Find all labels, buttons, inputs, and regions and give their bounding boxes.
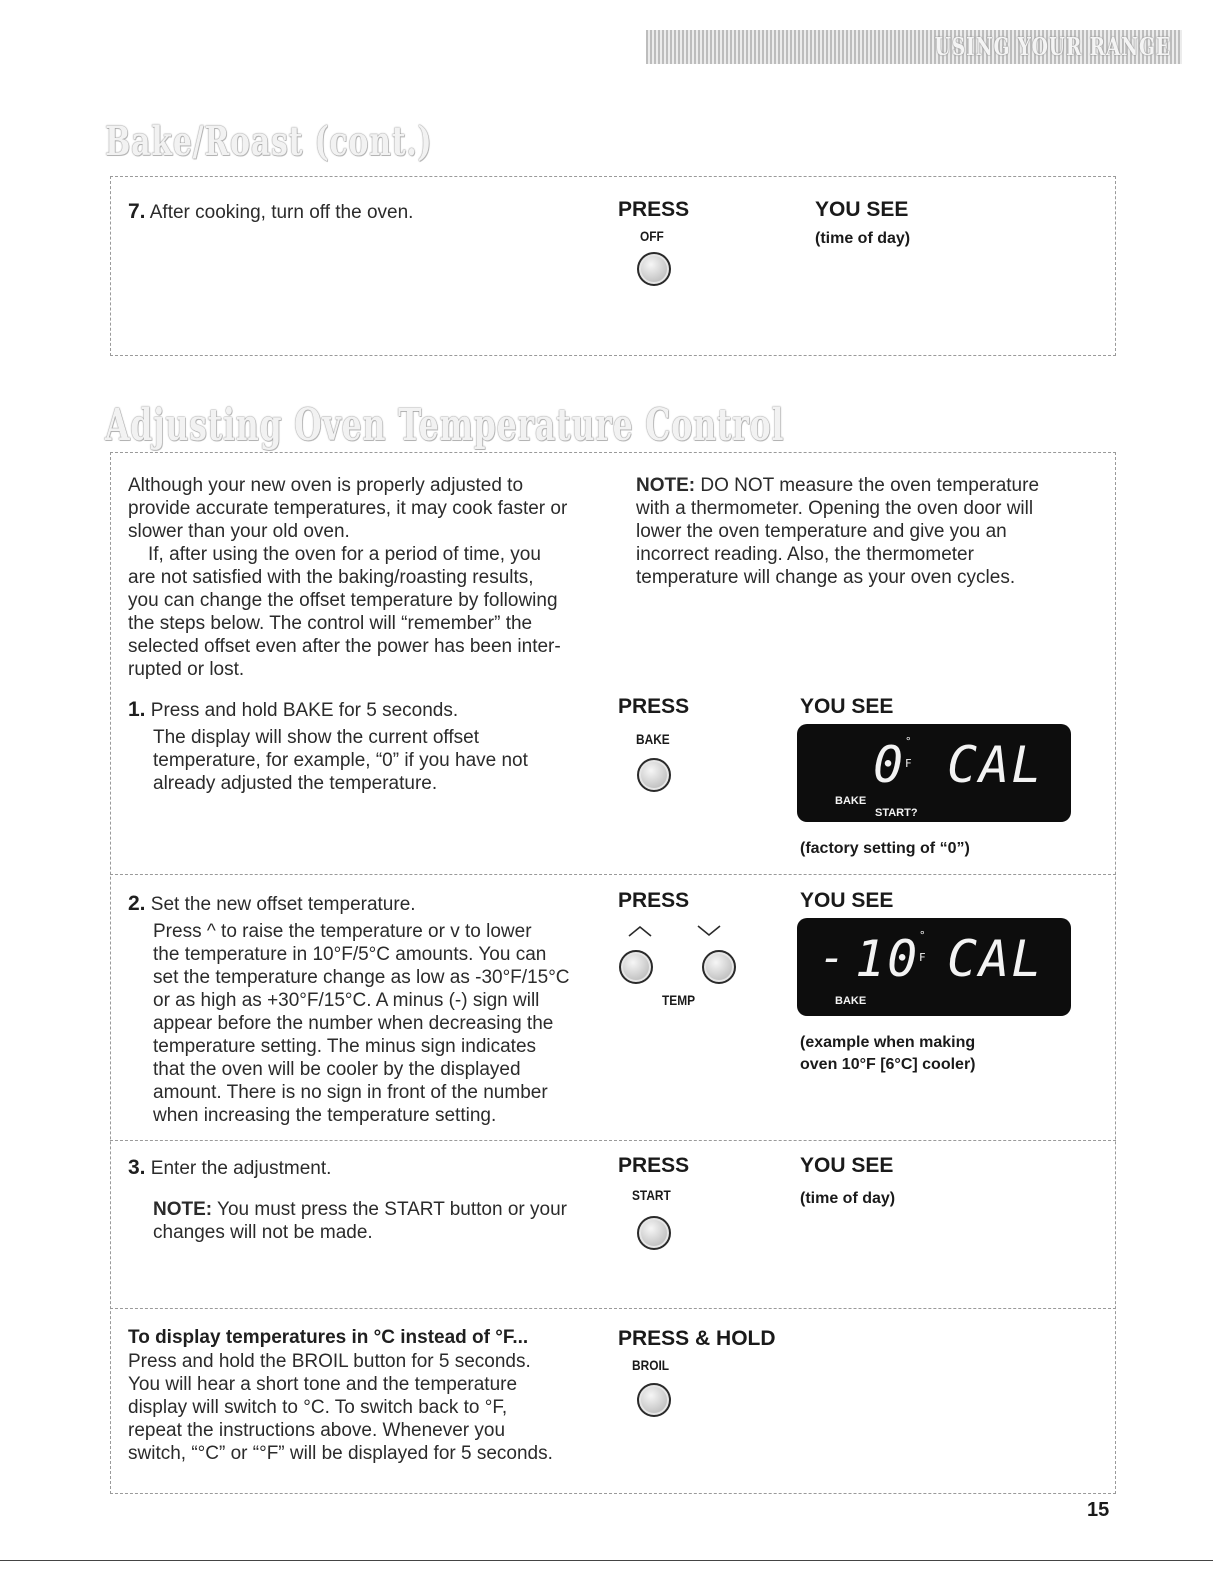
step1-title-row xyxy=(128,698,458,722)
example-caption: (example when making oven 10°F [6°C] cooler) xyxy=(800,1034,976,1073)
off-knob-icon xyxy=(637,252,671,286)
bottom-rule xyxy=(0,1560,1213,1561)
note-line: incorrect reading. Also, the thermometer xyxy=(636,544,974,565)
display-sign: - xyxy=(819,932,848,983)
step2-title-row xyxy=(128,892,416,916)
page-number: 15 xyxy=(1087,1499,1110,1521)
you-see-heading: YOU SEE xyxy=(815,198,909,221)
display-degree: ° xyxy=(919,929,926,942)
start-knob-icon xyxy=(637,1216,671,1250)
note-paragraph xyxy=(636,474,1086,589)
divider xyxy=(110,874,1116,875)
display-mode: CAL xyxy=(947,736,1044,794)
celsius-title: To display temperatures in °C instead of °F... xyxy=(128,1327,529,1348)
bake-knob-icon xyxy=(637,758,671,792)
step3-title: Enter the adjustment. xyxy=(150,1158,332,1179)
down-arrow-icon xyxy=(696,924,722,938)
you-see-heading: YOU SEE xyxy=(800,1154,894,1177)
down-knob-icon xyxy=(702,950,736,984)
step2-line: set the temperature change as low as -30°F/15°C xyxy=(153,967,570,988)
press-hold-heading: PRESS & HOLD xyxy=(618,1327,776,1350)
step-number: 1. xyxy=(128,698,146,721)
up-knob-icon xyxy=(619,950,653,984)
step1-line: already adjusted the temperature. xyxy=(153,773,438,794)
off-button-label: OFF xyxy=(640,228,664,244)
step1-line: The display will show the current offset xyxy=(153,727,479,748)
note-label: NOTE: xyxy=(636,475,696,496)
step2-description xyxy=(153,920,613,1127)
step1-line: temperature, for example, “0” if you have not xyxy=(153,750,528,771)
note-line: temperature will change as your oven cycles. xyxy=(636,567,1016,588)
step3-note: NOTE: You must press the START button or your changes will not be made. xyxy=(153,1199,567,1243)
press-heading: PRESS xyxy=(618,198,690,221)
display-start-label: START? xyxy=(875,807,918,819)
bake-button-label: BAKE xyxy=(636,731,670,747)
intro-line: the steps below. The control will “remember” the xyxy=(128,613,533,634)
celsius-description: Press and hold the BROIL button for 5 seconds. You will hear a short tone and the temperature display will switch to °C. To switch back to °F, repeat the instructions above. Whenever you switch, “°C” or “°F” will be displayed for 5 seconds. xyxy=(128,1351,553,1464)
step2-line: Press ^ to raise the temperature or v to lower xyxy=(153,921,532,942)
step2-line: appear before the number when decreasing the xyxy=(153,1013,554,1034)
display-value: 10 xyxy=(855,930,920,988)
start-button-label: START xyxy=(632,1187,671,1203)
step7-row xyxy=(128,200,413,224)
step-number: 3. xyxy=(128,1156,146,1179)
display-unit: F xyxy=(905,757,912,770)
note-line: with a thermometer. Opening the oven door will xyxy=(636,498,1034,519)
step2-line: the temperature in 10°F/5°C amounts. You can xyxy=(153,944,547,965)
temp-button-label: TEMP xyxy=(662,992,696,1008)
intro-line: rupted or lost. xyxy=(128,659,245,680)
step2-line: when increasing the temperature setting. xyxy=(153,1105,497,1126)
step2-line: temperature setting. The minus sign indicates xyxy=(153,1036,537,1057)
press-heading: PRESS xyxy=(618,695,690,718)
intro-paragraph xyxy=(128,474,608,681)
step3-title-row xyxy=(128,1156,331,1180)
step2-line: amount. There is no sign in front of the number xyxy=(153,1082,548,1103)
step-number: 2. xyxy=(128,892,146,915)
step1-title: Press and hold BAKE for 5 seconds. xyxy=(150,700,459,721)
oven-display-minus10 xyxy=(797,918,1071,1016)
intro-line: Although your new oven is properly adjusted to xyxy=(128,475,524,496)
step2-line: that the oven will be cooler by the displayed xyxy=(153,1059,521,1080)
bake-roast-title: Bake/Roast (cont.) xyxy=(105,118,433,165)
press-heading: PRESS xyxy=(618,1154,690,1177)
press-heading: PRESS xyxy=(618,889,690,912)
up-arrow-icon xyxy=(627,924,653,938)
intro-line: slower than your old oven. xyxy=(128,521,350,542)
adjusting-title: Adjusting Oven Temperature Control xyxy=(105,400,785,451)
note-line: lower the oven temperature and give you an xyxy=(636,521,1007,542)
section-header-label: USING YOUR RANGE xyxy=(934,32,1171,61)
time-of-day-text: (time of day) xyxy=(800,1190,896,1207)
broil-button-label: BROIL xyxy=(632,1357,670,1373)
step-number: 7. xyxy=(128,200,146,223)
step2-title: Set the new offset temperature. xyxy=(150,894,416,915)
broil-knob-icon xyxy=(637,1383,671,1417)
intro-line: you can change the offset temperature by following xyxy=(128,590,558,611)
step7-text: After cooking, turn off the oven. xyxy=(149,202,414,223)
display-mode: CAL xyxy=(947,930,1044,988)
you-see-heading: YOU SEE xyxy=(800,889,894,912)
display-bake-label: BAKE xyxy=(835,995,867,1007)
intro-line: If, after using the oven for a period of time, you xyxy=(148,544,541,565)
oven-display-cal xyxy=(797,724,1071,822)
intro-line: selected offset even after the power has been inter- xyxy=(128,636,561,657)
divider xyxy=(110,1308,1116,1309)
note-line: NOTE: DO NOT measure the oven temperature xyxy=(636,475,1040,496)
display-value: 0 xyxy=(873,736,906,794)
intro-line: provide accurate temperatures, it may cook faster or xyxy=(128,498,568,519)
step1-description xyxy=(153,726,603,795)
note-label: NOTE: xyxy=(153,1199,213,1220)
display-unit: F xyxy=(919,951,926,964)
divider xyxy=(110,1140,1116,1141)
time-of-day-text: (time of day) xyxy=(815,230,911,247)
step2-line: or as high as +30°F/15°C. A minus (-) sign will xyxy=(153,990,540,1011)
display-degree: ° xyxy=(905,735,912,748)
factory-setting-caption: (factory setting of “0”) xyxy=(800,840,970,857)
you-see-heading: YOU SEE xyxy=(800,695,894,718)
intro-line: are not satisfied with the baking/roasting results, xyxy=(128,567,534,588)
display-bake-label: BAKE xyxy=(835,795,867,807)
